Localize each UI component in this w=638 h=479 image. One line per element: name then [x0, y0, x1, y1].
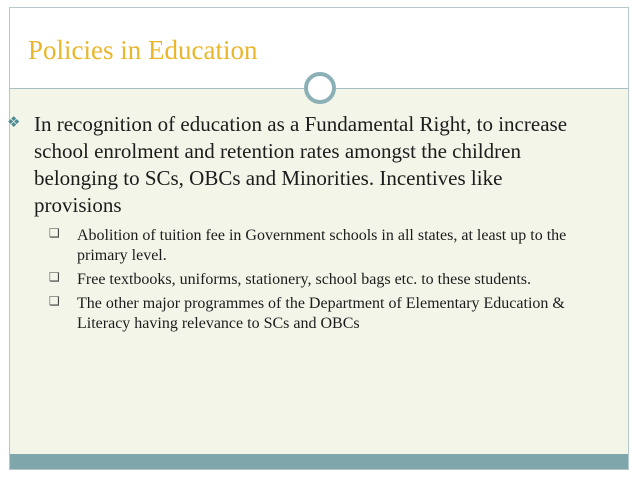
main-bullet-text: In recognition of education as a Fundamental Right, to increase school enrolment and retention rates amongst the children belonging to SCs, OBCs and Minorities. Incentives like provisions	[34, 112, 568, 217]
list-item	[49, 226, 604, 266]
list-item-text: Free textbooks, uniforms, stationery, school bags etc. to these students.	[77, 271, 531, 288]
list-item	[49, 294, 604, 334]
list-item	[49, 270, 604, 290]
slide-title: Policies in Education	[28, 35, 258, 65]
diamond-arrow-bullet-icon: ❖	[7, 113, 21, 131]
list-item-text: The other major programmes of the Department of Elementary Education & Literacy having relevance to SCs and OBCs	[77, 295, 565, 332]
checkbox-bullet-icon: ❑	[49, 270, 60, 284]
footer-bar	[10, 454, 628, 469]
circle-ornament-icon	[304, 72, 336, 104]
checkbox-bullet-icon: ❑	[49, 226, 60, 240]
sub-bullet-list	[49, 226, 604, 338]
list-item-text: Abolition of tuition fee in Government schools in all states, at least up to the primary level.	[77, 227, 567, 264]
main-bullet-item	[7, 111, 587, 219]
checkbox-bullet-icon: ❑	[49, 294, 60, 308]
